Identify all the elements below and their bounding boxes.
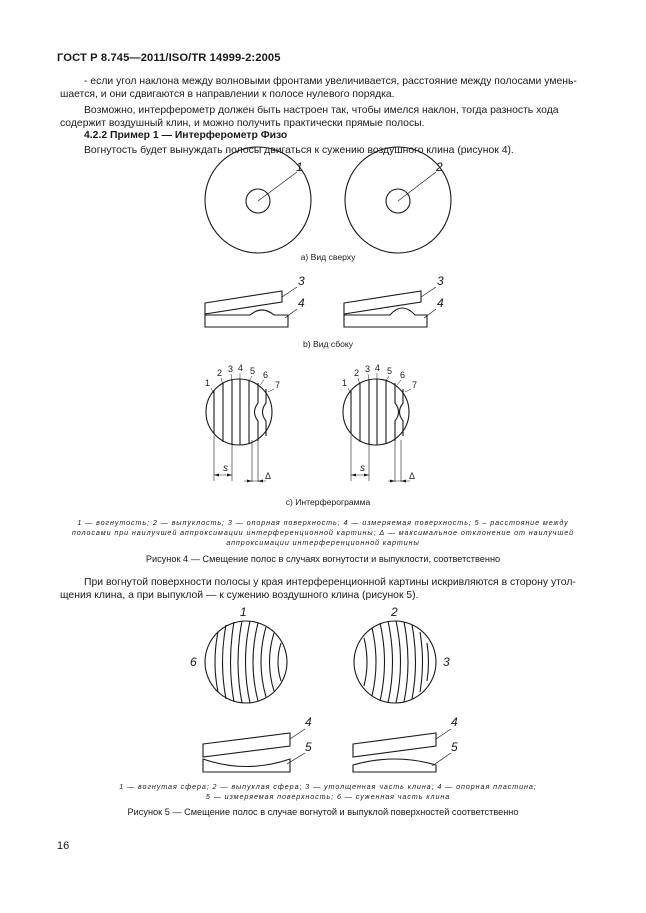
fringe: [238, 621, 242, 703]
section-heading: 4.2.2 Пример 1 — Интерферометр Физо: [84, 130, 288, 141]
fringe: [427, 643, 429, 681]
label-4: 4: [298, 296, 305, 310]
leader-line: [258, 172, 297, 201]
leader-line: [421, 287, 436, 297]
caption-b: b) Вид сбоку: [302, 339, 354, 349]
label-2: 2: [436, 160, 443, 174]
fringe: [278, 643, 281, 681]
fringe-deformed: [400, 389, 404, 436]
test-plate-right: [344, 308, 427, 327]
concave-test-surface: [203, 759, 290, 772]
fringe: [223, 625, 227, 699]
fringe-label: 4: [375, 363, 381, 373]
s-label: s: [360, 463, 365, 474]
text-line: щения клина, а при выпуклой — к сужению воздушного клина (рисунок 5).: [60, 590, 419, 602]
fringe-label: 3: [228, 364, 234, 374]
legend-line: полосами при наилучшей аппроксимации интерференционной картины; Δ — максимальное отклонение от наилучшей: [71, 528, 575, 537]
delta-label: Δ: [265, 471, 272, 481]
text-line: При вогнутой поверхности полосы у края интерференционной картины искривляются в сторону утол-: [84, 577, 576, 588]
legend-line: 5 — измеряемая поверхность; 6 — суженная часть клина: [205, 792, 451, 801]
fringe: [261, 627, 266, 697]
fringe-deformed: [395, 383, 399, 441]
label-2: 2: [391, 605, 398, 619]
figure5-legend: [60, 782, 596, 802]
legend-line: аппроксимации интерференционной картины: [226, 538, 420, 547]
fringe-label: 4: [238, 363, 244, 373]
fringe: [420, 632, 423, 692]
fringe-label: 5: [250, 366, 256, 376]
label-5: 5: [451, 740, 458, 754]
fringe: [231, 622, 235, 702]
leader-line: [398, 172, 436, 201]
fringe: [396, 621, 401, 703]
leader-line: [285, 309, 297, 318]
delta-label: Δ: [409, 471, 416, 481]
label-6: 6: [190, 655, 197, 669]
fringe: [253, 623, 258, 701]
label-4: 4: [451, 715, 458, 729]
label-1: 1: [296, 160, 303, 174]
fringe: [404, 622, 408, 702]
fringe-label: 5: [387, 366, 393, 376]
figure4-title: Рисунок 4 — Смещение полос в случаях вогнутости и выпуклости, соответственно: [145, 554, 501, 564]
fringe-deformed: [263, 389, 267, 436]
fringe-label: 3: [365, 364, 371, 374]
label-3: 3: [437, 274, 444, 288]
fringe: [388, 621, 393, 703]
fringe-label: 7: [412, 380, 418, 390]
convex-sphere-circle: [354, 621, 436, 703]
fringe-label: 2: [217, 368, 223, 378]
text-line: Вогнутость будет вынуждать полосы двигаться к сужению воздушного клина (рисунок 4).: [84, 145, 514, 156]
label-5: 5: [305, 740, 312, 754]
leader-line: [282, 287, 297, 297]
s-label: s: [223, 463, 228, 474]
fringe: [270, 633, 275, 691]
page-header: ГОСТ Р 8.745—2011/ISO/TR 14999-2:2005: [57, 52, 281, 64]
figure4-legend: [40, 518, 606, 548]
text-line: - если угол наклона между волновыми фронтами увеличивается, расстояние между полосами умень-: [84, 76, 577, 87]
fringe-label: 7: [275, 380, 281, 390]
text-line: шается, и они сдвигаются в направлении к полосе нулевого порядка.: [60, 89, 395, 101]
fringe: [215, 632, 218, 692]
fringe: [380, 623, 385, 701]
reference-plate-right: [353, 733, 436, 757]
fringe: [364, 638, 367, 686]
reference-plate-left: [205, 291, 282, 314]
label-3: 3: [443, 655, 450, 669]
fringe-deformed: [255, 383, 259, 441]
caption-a: a) Вид сверху: [300, 252, 356, 262]
fringe: [372, 628, 376, 696]
reference-plate-left: [203, 733, 290, 757]
legend-line: 1 — вогнутая сфера; 2 — выпуклая сфера; 3 — утолщенная часть клина; 4 — опорная пластина;: [119, 782, 537, 791]
caption-c: c) Интерферограмма: [285, 497, 371, 507]
label-4: 4: [305, 715, 312, 729]
fringe-label: 6: [400, 370, 406, 380]
fringe-label: 2: [354, 368, 360, 378]
label-3: 3: [298, 274, 305, 288]
text-line: содержит воздушный клин, и можно получить практически прямые полосы.: [60, 118, 425, 130]
fringe-label: 6: [263, 370, 269, 380]
label-4: 4: [437, 296, 444, 310]
label-1: 1: [240, 605, 247, 619]
legend-line: 1 — вогнутость; 2 — выпуклость; 3 — опорная поверхность; 4 — измеряемая поверхность; 5 – расстояние между: [77, 518, 569, 527]
figure5-title: Рисунок 5 — Смещение полос в случае вогнутой и выпуклой поверхностей соответственно: [127, 807, 519, 817]
text-line: Возможно, интерферометр должен быть настроен так, чтобы имелся наклон, тогда разность хода: [84, 105, 559, 116]
leader-line: [424, 309, 436, 318]
fringe: [246, 621, 251, 703]
fringe: [412, 625, 416, 699]
convex-test-surface: [353, 759, 436, 772]
paragraph-4: [60, 576, 600, 603]
fringe-label: 1: [205, 378, 211, 388]
page-number: 16: [57, 840, 70, 852]
fringe-label: 1: [342, 378, 348, 388]
